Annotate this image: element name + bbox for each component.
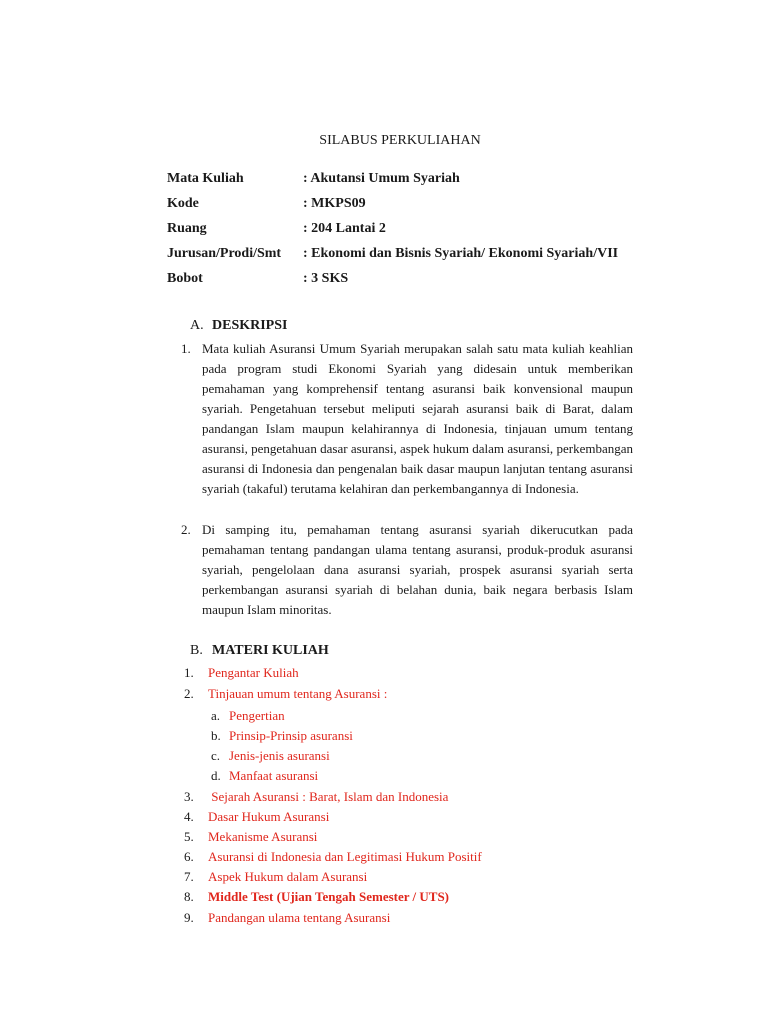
- meta-label: Kode: [167, 196, 199, 211]
- item-text: Manfaat asuransi: [229, 768, 319, 783]
- item-letter: a.: [211, 708, 221, 723]
- meta-value: : 3 SKS: [303, 271, 349, 286]
- item-text: Aspek Hukum dalam Asuransi: [208, 869, 368, 884]
- section-a-heading: [190, 318, 287, 334]
- item-text: Middle Test (Ujian Tengah Semester / UTS): [208, 889, 450, 904]
- section-letter: A.: [190, 318, 204, 333]
- item-number: 4.: [184, 809, 194, 824]
- item-text: Dasar Hukum Asuransi: [208, 809, 330, 824]
- meta-value: : MKPS09: [303, 196, 366, 211]
- item-text: Di samping itu, pemahaman tentang asuransi syariah dikerucutkan pada pemahaman tentang pandangan ulama tentang asuransi, produk-produk asuransi syariah, pengelolaan dana asuransi syariah, prospek asuransi syariah serta perkembangan asuransi syariah di belahan dunia, baik negara berbasis Islam maupun Islam minoritas.: [202, 522, 633, 617]
- section-b-heading: [190, 643, 329, 659]
- item-number: 9.: [184, 910, 194, 925]
- document-title: SILABUS PERKULIAHAN: [319, 133, 481, 148]
- item-text: Prinsip-Prinsip asuransi: [229, 728, 353, 743]
- item-letter: c.: [211, 748, 221, 763]
- section-title: MATERI KULIAH: [212, 643, 329, 658]
- item-number: 2.: [184, 686, 194, 701]
- item-number: 6.: [184, 849, 194, 864]
- item-number: 3.: [184, 789, 194, 804]
- meta-value: : Ekonomi dan Bisnis Syariah/ Ekonomi Syariah/VII: [303, 246, 619, 261]
- item-text: Pengantar Kuliah: [208, 665, 299, 680]
- item-text: Jenis-jenis asuransi: [229, 748, 330, 763]
- item-number: 7.: [184, 869, 194, 884]
- item-text: Asuransi di Indonesia dan Legitimasi Hukum Positif: [208, 849, 482, 864]
- item-letter: b.: [211, 728, 221, 743]
- section-title: DESKRIPSI: [212, 318, 288, 333]
- meta-label: Jurusan/Prodi/Smt: [167, 246, 282, 261]
- item-text: Pandangan ulama tentang Asuransi: [208, 910, 391, 925]
- description-item: [181, 339, 633, 499]
- item-number: 1.: [184, 665, 194, 680]
- meta-label: Ruang: [167, 221, 207, 236]
- item-number: 1.: [181, 341, 191, 356]
- meta-label: Bobot: [167, 271, 203, 286]
- item-text: Mekanisme Asuransi: [208, 829, 318, 844]
- meta-value: : 204 Lantai 2: [303, 221, 386, 236]
- description-item: [181, 520, 633, 620]
- item-text: Tinjauan umum tentang Asuransi :: [208, 686, 388, 701]
- item-text: Mata kuliah Asuransi Umum Syariah merupakan salah satu mata kuliah keahlian pada program studi Ekonomi Syariah yang didesain untuk memberikan pemahaman yang komprehensif tentang asuransi baik konvensional maupun syariah. Pengetahuan tersebut meliputi sejarah asuransi baik di Barat, dalam pandangan Islam maupun kelahirannya di Indonesia, tinjauan umum tentang asuransi, pengetahuan dasar asuransi, aspek hukum dalam asuransi, perkembangan asuransi di Indonesia dan pengenalan baik dasar maupun lanjutan tentang asuransi syariah (takaful) terutama kelahiran dan perkembangannya di Indonesia.: [202, 341, 633, 496]
- section-letter: B.: [190, 643, 203, 658]
- item-text: Pengertian: [229, 708, 285, 723]
- meta-label: Mata Kuliah: [167, 171, 244, 186]
- item-letter: d.: [211, 768, 221, 783]
- item-number: 8.: [184, 889, 194, 904]
- meta-value: : Akutansi Umum Syariah: [303, 171, 460, 186]
- item-text: Sejarah Asuransi : Barat, Islam dan Indonesia: [208, 789, 449, 804]
- item-number: 2.: [181, 522, 191, 537]
- item-number: 5.: [184, 829, 194, 844]
